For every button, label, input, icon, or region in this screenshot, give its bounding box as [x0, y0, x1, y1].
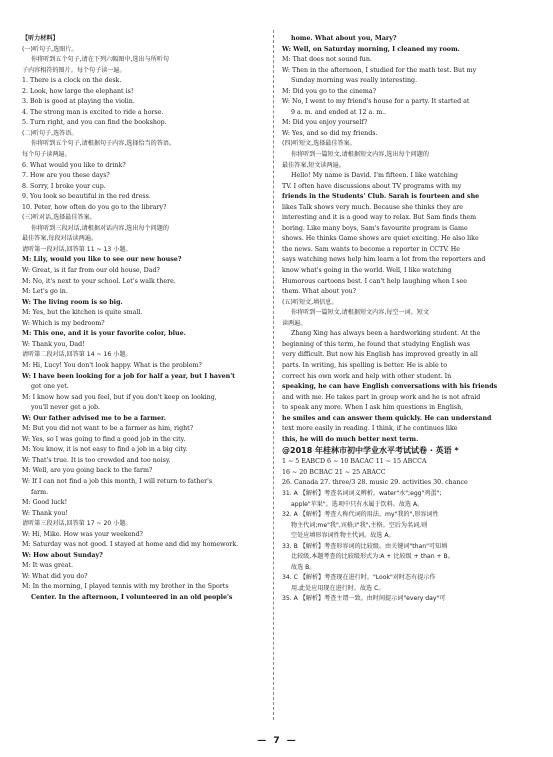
text-line: W: If I can not find a job this month, I will return to father's: [22, 477, 213, 485]
text-line: W: Hi, Mike. How was your weekend?: [22, 530, 143, 538]
text-line: 每个句子读两遍。: [22, 151, 71, 159]
text-line: Zhang Xing has always been a hardworking student. At the: [291, 330, 481, 338]
text-line: 26. Canada 27. three/3 28. music 29. activities 30. chance: [282, 479, 468, 487]
text-line: 2. Look, how large the elephant is!: [22, 87, 134, 95]
text-line: (一)听句子,选图片。: [22, 45, 78, 53]
text-line: W: Well, on Saturday morning, I cleaned my room.: [282, 45, 460, 53]
text-line: W: I have been looking for a job for half a year, but I haven't: [22, 372, 236, 380]
text-line: @2018 年桂林市初中学业水平考试试卷 · 英语 *: [282, 446, 459, 456]
text-line: home. What about you, Mary?: [291, 35, 397, 42]
text-line: 4. The strong man is excited to ride a horse.: [22, 108, 164, 116]
text-line: 请听第二段对话,回答第 14 ~ 16 小题。: [22, 351, 132, 359]
text-line: 比较级,本题考查的比较级形式为:A + 比较级 + than + B。: [291, 553, 454, 561]
right-column: [282, 34, 532, 605]
text-line: M: Yes, but the kitchen is quite small.: [22, 309, 143, 317]
text-line: M: Well, are you going back to the farm?: [22, 467, 153, 475]
text-line: 32. A 【解析】考查人称代词的用法。my"我的",形容词性: [282, 511, 439, 519]
text-line: W: That's true. It is too crowded and too noisy.: [22, 456, 171, 464]
text-line: shows. He thinks Game shows are quiet exciting. He also like: [282, 235, 479, 243]
text-line: W: The living room is so big.: [22, 298, 123, 306]
text-line: and with me. He takes part in group work and he is not afraid: [282, 393, 481, 401]
text-line: M: Did you go to the cinema?: [282, 87, 376, 95]
text-line: farm.: [31, 488, 49, 496]
text-line: 7. How are you these days?: [22, 172, 110, 180]
text-line: Sunday morning was really interesting.: [291, 77, 418, 85]
text-line: 最佳答案,每段对话读两遍。: [22, 235, 98, 243]
text-line: 1 ~ 5 EABCD 6 ~ 10 BACAC 11 ~ 15 ABCCA: [282, 458, 427, 466]
text-line: M: In the morning, I played tennis with my brother in the Sports: [22, 583, 229, 591]
text-line: M: Let's go in.: [22, 288, 68, 296]
text-line: got one yet.: [31, 383, 69, 391]
text-line: 10. Peter, how often do you go to the library?: [22, 203, 167, 211]
text-line: W: Thank you!: [22, 509, 68, 517]
text-line: M: Hi, Lucy! You don't look happy. What is the problem?: [22, 361, 202, 369]
text-line: parts. In writing, his spelling is better. He is able to: [282, 361, 448, 369]
text-line: he smiles and can answer them quickly. He can understand: [282, 414, 492, 422]
text-line: M: It was great.: [22, 562, 74, 570]
text-line: 你将听到一篇短文,请根据短文内容,每空一词。短文: [291, 309, 429, 317]
text-line: W: Then in the afternoon, I studied for the math test. But my: [282, 66, 477, 74]
text-line: interesting and it is a good way to relax. But Sam finds them: [282, 214, 477, 222]
text-line: 你将听到五个句子,请根据句子内容,选择恰当的答语。: [31, 140, 176, 148]
text-line: correct his own work and help with other student. In: [282, 372, 452, 380]
text-line: Center. In the afternoon, I volunteered in an old people's: [31, 593, 233, 601]
text-line: text more easily in reading. I think, if he continues like: [282, 425, 458, 433]
text-line: you'll never get a job.: [31, 404, 101, 412]
left-column: [22, 34, 268, 604]
text-line: 9 a. m. and ended at 12 a. m..: [291, 108, 387, 116]
text-line: 【听力材料】: [22, 35, 59, 42]
text-line: M: Lily, would you like to see our new house?: [22, 256, 182, 264]
text-line: know what's going in the world. Well, I like watching: [282, 267, 452, 275]
text-line: 你将听到一篇短文,请根据短文内容,选出每个问题的: [291, 151, 429, 159]
text-line: Humorous cartoons best. I can't help laughing when I see: [282, 277, 467, 285]
text-line: this, he will do much better next term.: [282, 435, 419, 443]
text-line: M: That does not sound fun.: [282, 56, 372, 64]
text-line: 你将听到五个句子,请在下列六幅图中,选出与所听句: [31, 56, 169, 64]
text-line: 请听第三段对话,回答第 17 ~ 20 小题。: [22, 520, 132, 528]
text-line: 最佳答案,短文读两遍。: [282, 161, 345, 169]
text-line: 用,此处应用现在进行时。故选 C。: [291, 584, 385, 592]
text-line: W: How about Sunday?: [22, 551, 103, 559]
text-line: 读两遍。: [282, 319, 307, 327]
text-line: W: Yes, so I was going to find a good job in the city.: [22, 435, 186, 443]
column-divider: [273, 30, 274, 720]
text-line: 34. C 【解析】考查现在进行时。"Look"对时态有提示作: [282, 574, 436, 582]
text-line: 你将听到三段对话,请根据对话内容,选出每个问题的: [31, 224, 169, 232]
text-line: 9. You look so beautiful in the red dress.: [22, 193, 151, 201]
text-line: 16 ~ 20 BCBAC 21 ~ 25 ABACC: [282, 468, 386, 476]
text-line: W: Which is my bedroom?: [22, 319, 105, 327]
text-line: M: You know, it is not easy to find a job in a big city.: [22, 446, 188, 454]
text-line: 物主代词;me"我",宾格;I"我",主格。空后为名词,则: [291, 521, 428, 529]
text-line: 3. Bob is good at playing the violin.: [22, 98, 135, 106]
text-line: M: This one, and it is your favorite color, blue.: [22, 330, 186, 338]
text-line: (五)听短文,填信息。: [282, 298, 338, 306]
text-line: 35. A 【解析】考查主谓一致。由时间提示词"every day"可: [282, 595, 446, 603]
text-line: W: Great, is it far from our old house, Dad?: [22, 267, 160, 275]
text-line: speaking, he can have English conversations with his friends: [282, 383, 498, 391]
text-line: 请听第一段对话,回答第 11 ~ 13 小题。: [22, 245, 132, 253]
text-line: TV. I often have discussions about TV programs with my: [282, 182, 462, 190]
text-line: apple"苹果"。选项中只有水属于饮料。故选 A。: [291, 500, 424, 508]
text-line: M: Did you enjoy yourself?: [282, 119, 368, 127]
text-line: boring. Like many boys, Sam's favourite program is Game: [282, 224, 468, 232]
page-number: — 7 —: [257, 736, 296, 746]
text-line: M: Good luck!: [22, 499, 68, 507]
text-line: 33. B 【解析】考查形容词的比较级。由关键词"than"可知填: [282, 542, 448, 550]
text-line: M: But you did not want to be a farmer as him, right?: [22, 425, 194, 433]
text-line: them. What about you?: [282, 288, 357, 296]
text-line: 31. A 【解析】考查名词词义辨析。water"水";egg"鸡蛋";: [282, 489, 442, 497]
text-line: (二)听句子,选答语。: [22, 129, 78, 137]
text-line: 1. There is a clock on the desk.: [22, 77, 122, 85]
text-line: W: What did you do?: [22, 572, 88, 580]
text-line: 5. Turn right, and you can find the bookshop.: [22, 119, 167, 127]
text-line: to speak any more. When I ask him questions in English,: [282, 404, 464, 412]
text-line: 8. Sorry, I broke your cup.: [22, 182, 106, 190]
text-line: friends in the Students' Club. Sarah is fourteen and she: [282, 193, 480, 201]
text-line: M: No, it's next to your school. Let's walk there.: [22, 277, 176, 285]
text-line: W: Yes, and so did my friends.: [282, 129, 378, 137]
text-line: W: No, I went to my friend's house for a party. It started at: [282, 98, 470, 106]
page-number-value: 7: [273, 736, 280, 746]
text-line: beginning of this term, he found that studying English was: [282, 340, 471, 348]
text-line: very difficult. But now his English has improved greatly in all: [282, 351, 478, 359]
text-line: likes Talk shows very much. Because she thinks they are: [282, 203, 463, 211]
text-line: says watching news help him learn a lot from the reporters and: [282, 256, 486, 264]
text-line: M: I know how sad you feel, but if you don't keep on looking,: [22, 393, 217, 401]
text-line: (三)听对话,选择最佳答案。: [22, 214, 96, 222]
text-line: M: Saturday was not good. I stayed at home and did my homework.: [22, 541, 239, 549]
text-line: W: Our father advised me to be a farmer.: [22, 414, 166, 422]
text-line: 子内容相符的图片。每个句子读一遍。: [22, 66, 126, 74]
text-line: W: Thank you, Dad!: [22, 340, 85, 348]
text-line: 6. What would you like to drink?: [22, 161, 126, 169]
text-line: (四)听短文,选择最佳答案。: [282, 140, 356, 148]
text-line: 空处应填形容词性物主代词。故选 A。: [291, 532, 395, 540]
text-line: 故选 B。: [291, 563, 316, 571]
text-line: the news. Sam wants to become a reporter in CCTV. He: [282, 245, 460, 253]
text-line: Hello! My name is David. I'm fifteen. I like watching: [291, 172, 458, 180]
